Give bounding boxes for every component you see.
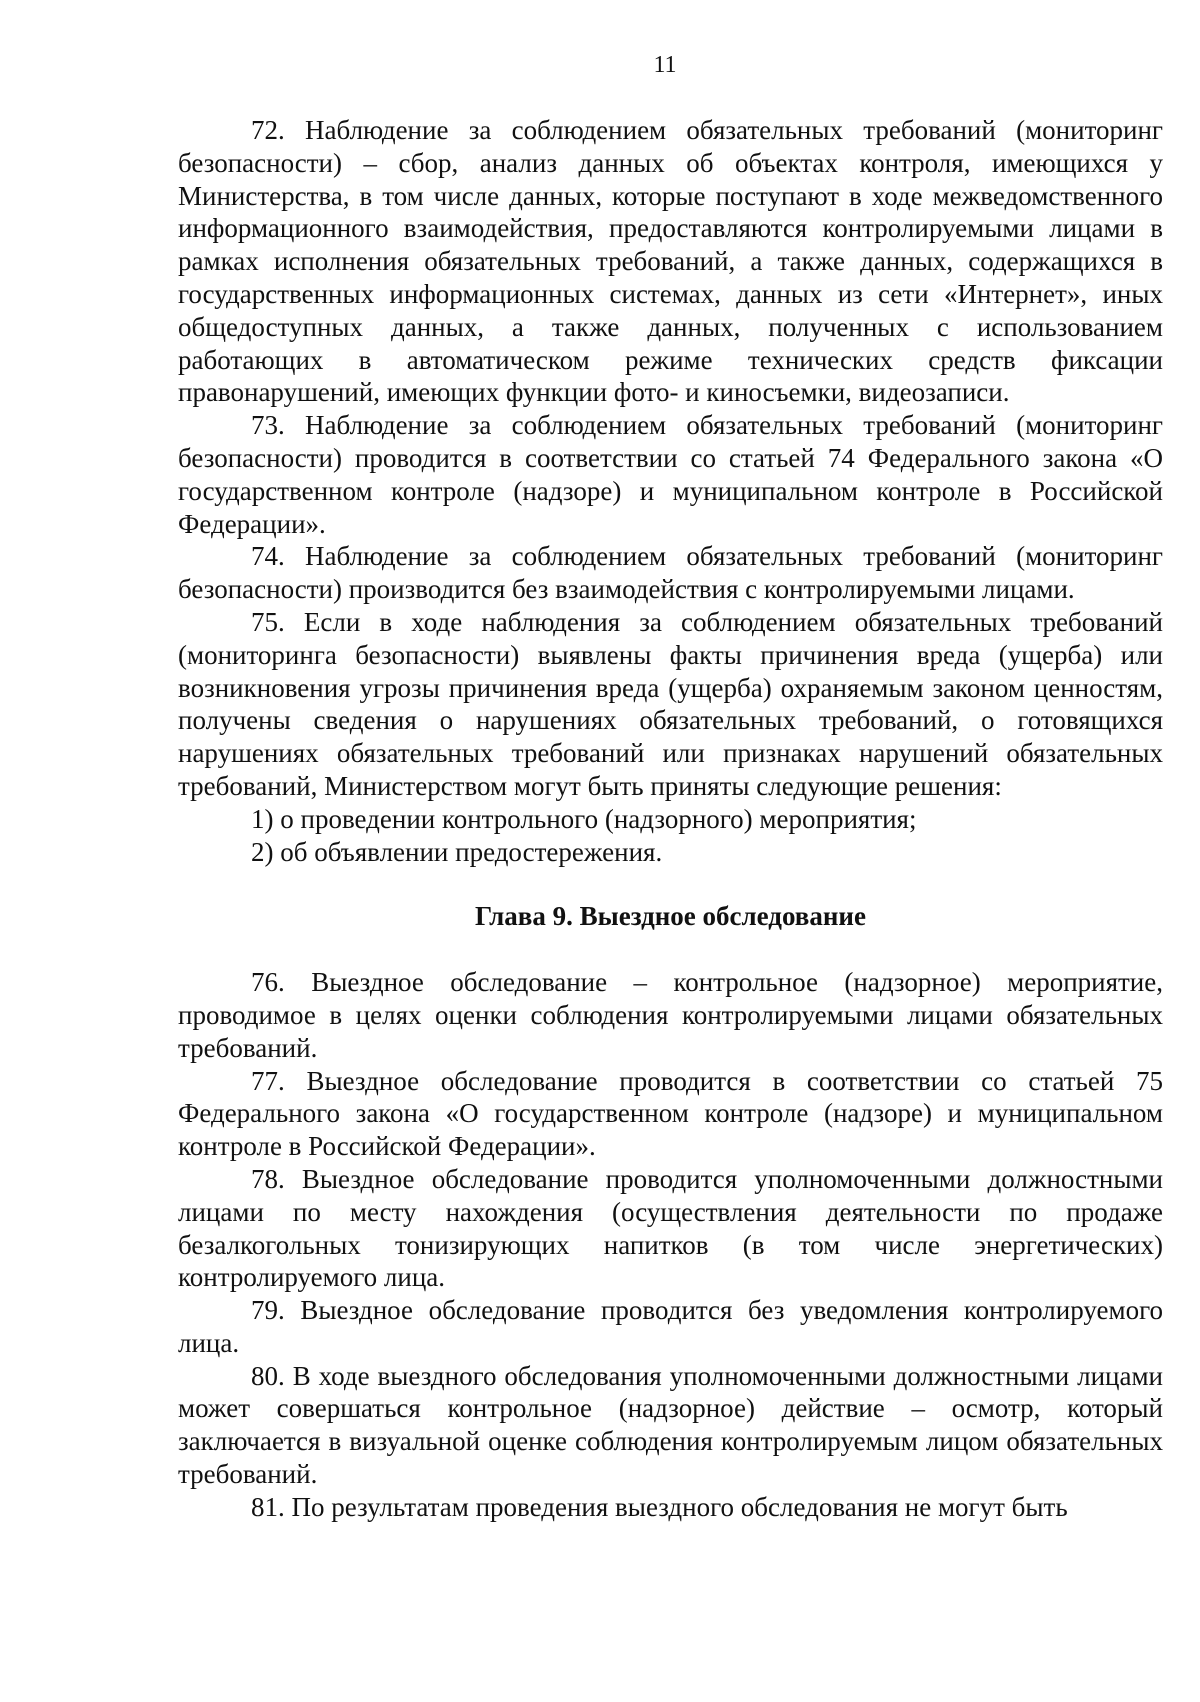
paragraph-80: 80. В ходе выездного обследования уполномоченными должностными лицами может совершаться контрольное (надзорное) действие – осмотр, который заключается в визуальной оценке соблюдения контролируемым лицом обязательных требований. bbox=[178, 1360, 1163, 1490]
document-body bbox=[178, 114, 1163, 1524]
paragraph-74: 74. Наблюдение за соблюдением обязательных требований (мониторинг безопасности) производится без взаимодействия с контролируемыми лицами. bbox=[178, 541, 1163, 605]
chapter-heading: Глава 9. Выездное обследование bbox=[475, 901, 866, 932]
paragraph-77: 77. Выездное обследование проводится в соответствии со статьей 75 Федерального закона «О государственном контроле (надзоре) и муниципальном контроле в Российской Федерации». bbox=[178, 1065, 1163, 1162]
list-item-2: 2) об объявлении предостережения. bbox=[251, 836, 663, 867]
paragraph-73: 73. Наблюдение за соблюдением обязательных требований (мониторинг безопасности) проводится в соответствии со статьей 74 Федерального закона «О государственном контроле (надзоре) и муниципальном контроле в Российской Федерации». bbox=[178, 410, 1163, 539]
paragraph-72: 72. Наблюдение за соблюдением обязательных требований (мониторинг безопасности) – сбор, анализ данных об объектах контроля, имеющихся у Министерства, в том числе данных, которые поступают в ходе межведомственного информационного взаимодействия, предоставляются контролируемыми лицами в рамках исполнения обязательных требований, а также данных, содержащихся в государственных информационных системах, данных из сети «Интернет», иных общедоступных данных, а также данных, полученных с использованием работающих в автоматическом режиме технических средств фиксации правонарушений, имеющих функции фото- и киносъемки, видеозаписи. bbox=[178, 115, 1163, 408]
page-number: 11 bbox=[653, 52, 677, 78]
paragraph-79: 79. Выездное обследование проводится без уведомления контролируемого лица. bbox=[178, 1295, 1163, 1358]
paragraph-75: 75. Если в ходе наблюдения за соблюдением обязательных требований (мониторинга безопасности) выявлены факты причинения вреда (ущерба) или возникновения угрозы причинения вреда (ущерба) охраняемым законом ценностям, получены сведения о нарушениях обязательных требований, о готовящихся нарушениях обязательных требований или признаках нарушений обязательных требований, Министерством могут быть приняты следующие решения: bbox=[178, 606, 1163, 801]
paragraph-78: 78. Выездное обследование проводится уполномоченными должностными лицами по месту нахождения (осуществления деятельности по продаже безалкогольных тонизирующих напитков (в том числе энергетических) контролируемого лица. bbox=[178, 1163, 1163, 1293]
paragraph-81: 81. По результатам проведения выездного обследования не могут быть bbox=[251, 1491, 1068, 1522]
list-item-1: 1) о проведении контрольного (надзорного) мероприятия; bbox=[251, 803, 917, 834]
paragraph-76: 76. Выездное обследование – контрольное (надзорное) мероприятие, проводимое в целях оценки соблюдения контролируемыми лицами обязательных требований. bbox=[178, 967, 1163, 1063]
